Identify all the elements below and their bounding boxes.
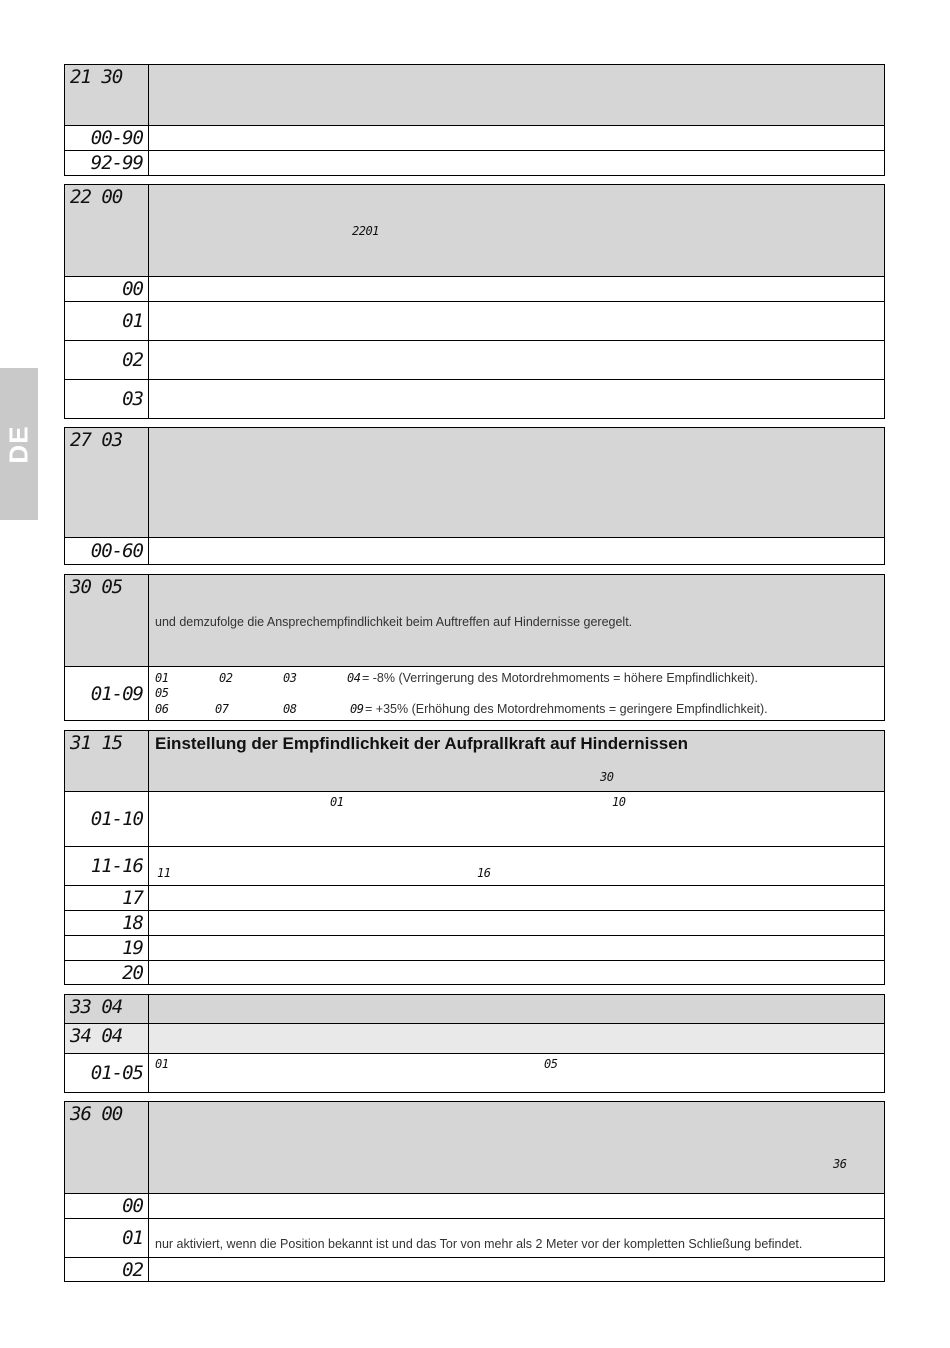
- table-header-row: [65, 185, 884, 276]
- parameter-code: 36 00: [65, 1102, 149, 1193]
- table-parameter-3115: [64, 730, 885, 985]
- value-description: [149, 1258, 884, 1281]
- table-row: [65, 379, 884, 418]
- parameter-description: [149, 995, 884, 1023]
- section-title: Einstellung der Empfindlichkeit der Aufprallkraft auf Hindernissen: [155, 734, 689, 753]
- description-text: und demzufolge die Ansprechempfindlichkeit beim Auftreffen auf Hindernisse geregelt.: [155, 615, 633, 629]
- parameter-description: [149, 65, 884, 125]
- parameter-description: [149, 428, 884, 537]
- value-code: 92-99: [65, 151, 149, 175]
- parameter-description: [149, 1024, 884, 1053]
- value-description: [149, 538, 884, 564]
- segment-code: 07: [215, 702, 229, 716]
- table-parameter-3600: [64, 1101, 885, 1282]
- segment-code: 01: [330, 795, 344, 809]
- value-description: [149, 847, 884, 885]
- segment-code: 04: [347, 671, 361, 685]
- segment-code: 01: [155, 1057, 169, 1071]
- table-header-row: [65, 575, 884, 666]
- language-label: DE: [3, 424, 34, 464]
- table-row: [65, 537, 884, 564]
- parameter-code: 27 03: [65, 428, 149, 537]
- table-row: [65, 1257, 884, 1281]
- segment-code: 11: [157, 866, 171, 880]
- table-header-row: [65, 65, 884, 125]
- segment-code: 05: [155, 686, 169, 700]
- reference-code: 30: [600, 770, 614, 784]
- reference-code: 36: [833, 1157, 847, 1171]
- value-description: [149, 126, 884, 150]
- language-tab: [0, 368, 38, 520]
- value-code: 02: [65, 341, 149, 379]
- value-description: [149, 911, 884, 935]
- table-row: [65, 150, 884, 175]
- table-parameter-2130: [64, 64, 885, 176]
- table-row: [65, 885, 884, 910]
- table-row: [65, 1193, 884, 1218]
- table-row: [65, 791, 884, 846]
- segment-code: 01: [155, 671, 169, 685]
- table-header-row: [65, 731, 884, 791]
- value-description: [149, 277, 884, 301]
- value-code: 00-90: [65, 126, 149, 150]
- value-code: 00-60: [65, 538, 149, 564]
- description-text: = +35% (Erhöhung des Motordrehmoments = geringere Empfindlichkeit).: [365, 702, 768, 716]
- table-row: [65, 960, 884, 984]
- segment-code: 03: [283, 671, 297, 685]
- segment-code: 05: [544, 1057, 558, 1071]
- parameter-code: 21 30: [65, 65, 149, 125]
- value-description: [149, 1054, 884, 1092]
- segment-code: 09: [350, 702, 364, 716]
- segment-code: 16: [477, 866, 491, 880]
- value-description: [149, 792, 884, 846]
- value-description: [149, 936, 884, 960]
- value-code: 01-05: [65, 1054, 149, 1092]
- value-code: 19: [65, 936, 149, 960]
- table-row: [65, 935, 884, 960]
- value-code: 00: [65, 1194, 149, 1218]
- segment-code: 08: [283, 702, 297, 716]
- value-description: [149, 667, 884, 720]
- value-description: [149, 380, 884, 418]
- value-description: [149, 886, 884, 910]
- value-description: [149, 1219, 884, 1257]
- value-description: [149, 151, 884, 175]
- table-parameter-3304: [64, 994, 885, 1093]
- parameter-code: 34 04: [65, 1024, 149, 1053]
- table-row: [65, 340, 884, 379]
- value-code: 17: [65, 886, 149, 910]
- table-header-row: [65, 1023, 884, 1053]
- parameter-code: 22 00: [65, 185, 149, 276]
- value-description: [149, 1194, 884, 1218]
- segment-code: 02: [219, 671, 233, 685]
- value-code: 01: [65, 1219, 149, 1257]
- table-header-row: [65, 995, 884, 1023]
- value-description: [149, 302, 884, 340]
- parameter-description: [149, 1102, 884, 1193]
- value-code: 18: [65, 911, 149, 935]
- table-row: [65, 846, 884, 885]
- table-row: [65, 1053, 884, 1092]
- reference-code: 2201: [352, 224, 379, 238]
- parameter-code: 30 05: [65, 575, 149, 666]
- table-header-row: [65, 1102, 884, 1193]
- table-row: [65, 666, 884, 720]
- description-text: = -8% (Verringerung des Motordrehmoments = höhere Empfindlichkeit).: [362, 671, 759, 685]
- table-row: [65, 276, 884, 301]
- value-code: 01-10: [65, 792, 149, 846]
- table-row: [65, 1218, 884, 1257]
- parameter-description: [149, 185, 884, 276]
- value-code: 03: [65, 380, 149, 418]
- value-code: 01-09: [65, 667, 149, 720]
- table-row: [65, 910, 884, 935]
- value-code: 00: [65, 277, 149, 301]
- segment-code: 06: [155, 702, 169, 716]
- parameter-description: [149, 575, 884, 666]
- description-text: nur aktiviert, wenn die Position bekannt ist und das Tor von mehr als 2 Meter vor der kompletten Schließung befindet.: [155, 1237, 803, 1251]
- parameter-code: 33 04: [65, 995, 149, 1023]
- table-row: [65, 301, 884, 340]
- value-description: [149, 341, 884, 379]
- table-parameter-3005: [64, 574, 885, 721]
- value-code: 02: [65, 1258, 149, 1281]
- table-parameter-2703: [64, 427, 885, 565]
- parameter-code: 31 15: [65, 731, 149, 791]
- value-code: 11-16: [65, 847, 149, 885]
- parameter-description: [149, 731, 884, 791]
- table-parameter-2200: [64, 184, 885, 419]
- value-description: [149, 961, 884, 984]
- value-code: 01: [65, 302, 149, 340]
- table-header-row: [65, 428, 884, 537]
- value-code: 20: [65, 961, 149, 984]
- table-row: [65, 125, 884, 150]
- segment-code: 10: [612, 795, 626, 809]
